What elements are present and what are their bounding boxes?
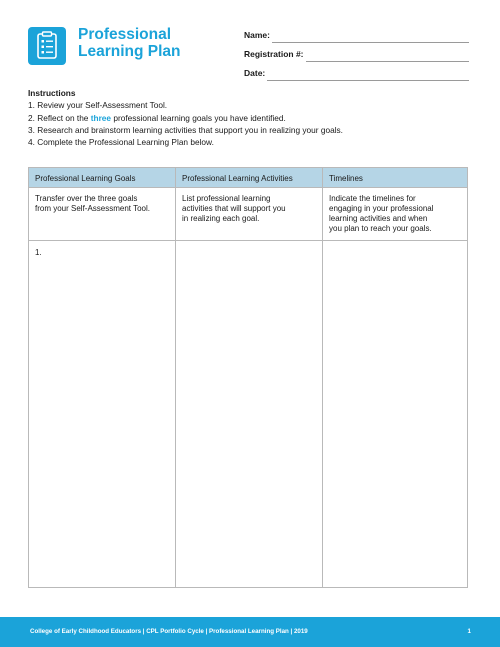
name-field[interactable] [244, 30, 469, 44]
name-line[interactable] [272, 42, 469, 43]
clipboard-checklist-icon [28, 27, 66, 65]
instruction-item-4: 4. Complete the Professional Learning Plan below. [28, 137, 214, 148]
name-label: Name: [244, 30, 270, 40]
row-number: 1. [35, 248, 42, 257]
page-number: 1 [467, 628, 471, 635]
goals-desc-line: from your Self-Assessment Tool. [35, 204, 151, 213]
instruction-item-2-highlight: three [90, 112, 112, 123]
activities-desc-line: in realizing each goal. [182, 214, 260, 223]
title-line-2: Learning Plan [78, 43, 181, 60]
goals-desc-line: Transfer over the three goals [35, 194, 138, 203]
registration-label: Registration #: [244, 49, 304, 59]
column-header-timelines: Timelines [329, 174, 363, 183]
column-header-goals: Professional Learning Goals [35, 174, 136, 183]
instruction-item-2 [28, 112, 343, 124]
timelines-desc-line: you plan to reach your goals. [329, 224, 432, 233]
registration-field[interactable] [244, 49, 469, 63]
column-desc-timelines [329, 194, 434, 234]
registration-line[interactable] [306, 61, 469, 62]
activities-entry-cell[interactable] [176, 241, 322, 587]
activities-desc-line: List professional learning [182, 194, 271, 203]
date-line[interactable] [267, 80, 469, 81]
column-header-activities: Professional Learning Activities [182, 174, 293, 183]
page-title [78, 26, 218, 60]
timelines-desc-line: engaging in your professional [329, 204, 434, 213]
timelines-desc-line: Indicate the timelines for [329, 194, 416, 203]
instruction-item-1: 1. Review your Self-Assessment Tool. [28, 100, 168, 111]
learning-plan-table [28, 167, 468, 588]
instruction-item-3: 3. Research and brainstorm learning activities that support you in realizing your goals. [28, 124, 343, 135]
date-field[interactable] [244, 68, 469, 82]
goals-entry-cell[interactable] [29, 241, 175, 587]
footer-bar [0, 617, 500, 647]
column-desc-goals [35, 194, 150, 214]
timelines-entry-cell[interactable] [323, 241, 467, 587]
instruction-item-2-post: professional learning goals you have identified. [111, 112, 286, 123]
footer-text: College of Early Childhood Educators | CPL Portfolio Cycle | Professional Learning Plan | 2019 [30, 628, 308, 635]
title-line-1: Professional [78, 26, 172, 43]
instructions [28, 87, 343, 148]
timelines-desc-line: learning activities and when [329, 214, 428, 223]
table-header-row [29, 168, 467, 188]
date-label: Date: [244, 68, 266, 78]
logo-icon [28, 27, 66, 65]
column-desc-activities [182, 194, 286, 224]
instruction-item-2-pre: 2. Reflect on the [28, 112, 91, 123]
activities-desc-line: activities that will support you [182, 204, 286, 213]
instructions-heading: Instructions [28, 88, 76, 98]
